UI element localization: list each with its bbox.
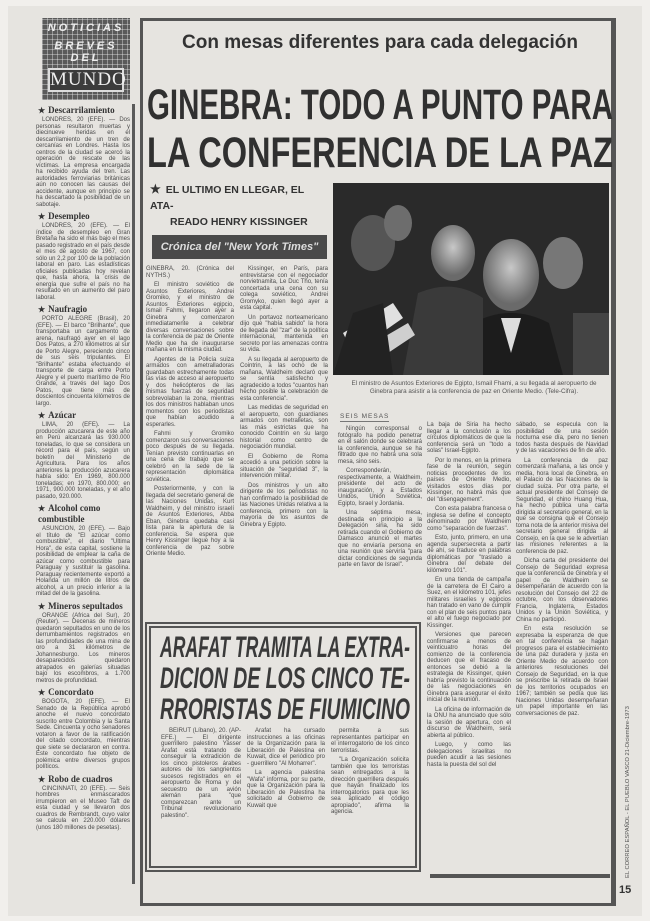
article-column-2: [240, 266, 328, 531]
paragraph: Ningún corresponsal o fotógrafo ha podido penetrar en el salón donde se celebrará la conferencia, aunque se ha filtrado que no habrá una sola mesa, sino seis.: [338, 426, 422, 465]
paragraph: "La Organización solicita también que los terroristas sean entregados a la dirección guerrillera después que hayan finalizado los interrogatorios para que les sea aplicado el código apropiado", afirma la agencia.: [331, 757, 409, 815]
paragraph: Luego, y como las delegaciones israelitas no pueden acudir a las sesiones hasta la puesta del sol del: [427, 742, 511, 768]
brief-title: [38, 410, 130, 421]
footer-rule: [430, 874, 610, 878]
brief-title: [38, 687, 130, 698]
masthead-vertical: EL CORREO ESPAÑOL - EL PUEBLO VASCO 21-Diciembre-1973: [625, 706, 631, 878]
paragraph: El Gobierno de Roma accedió a una petición sobre la situación de "seguridad 3", la intervención militar.: [240, 453, 328, 479]
article-column-3: [338, 426, 422, 572]
star-icon: ★: [38, 212, 46, 221]
arafat-column-2: [247, 728, 325, 812]
arafat-headline-line: [159, 632, 413, 662]
arafat-headline-svg: [159, 663, 413, 693]
section-heading: SEIS MESAS: [340, 413, 390, 420]
arafat-headline-svg: [159, 632, 413, 662]
paragraph: Corresponderán, respectivamente, a Waldheim, presidente del acto de inauguración, y a Estados Unidos, Unión Soviética, Egipto, Israel y Jordania.: [338, 468, 422, 507]
brief-item: [36, 304, 130, 407]
header-line: BREVES DEL: [54, 40, 118, 64]
paragraph: En una tienda de campaña de la carretera de El Cairo a Suez, en el kilómetro 101, jefes militares israelíes y egipcios han tratado en vano de cumplir con el plan de seis puntos para el alto el fuego negociado por Kissinger.: [427, 577, 511, 629]
brief-item: [36, 774, 130, 832]
source-box: Crónica del "New York Times": [152, 235, 327, 259]
brief-title: [38, 774, 130, 785]
headline-svg: [146, 126, 616, 174]
brief-title-text: Azúcar: [48, 410, 77, 420]
brief-item: [36, 503, 130, 598]
article-column-4: [427, 422, 511, 771]
paragraph: Arafat ha cursado instrucciones a las oficinas de la Organización para la Liberación de Palestina en Kuwait, dice el periódico pro - guerrillero "Al Moharrer".: [247, 728, 325, 767]
brief-title-text: Mineros sepultados: [48, 600, 123, 611]
brief-item: [36, 211, 130, 301]
star-icon: ★: [38, 688, 46, 697]
paragraph: En esta resolución se expresaba la esperanza de que en tal conferencia se hagan progresos para el establecimiento de una paz duradera y justa en Oriente Medio de acuerdo con anteriores resoluciones del Consejo de Seguridad, en la que se prescribe la retirada de Israel de los territorios ocupados en 1967; también se pedía que las Naciones Unidas desempeñaran un papel importante en las conversaciones de paz.: [516, 626, 608, 717]
arafat-article-box: [145, 622, 421, 872]
arafat-headline-line: [159, 694, 413, 724]
subhead-line: EL ULTIMO EN LLEGAR, EL ATA-: [150, 184, 305, 212]
news-photo: [333, 183, 609, 375]
paragraph: Por lo menos, en la primera fase de la reunión, según noticias procedentes de los países de Oriente Medio, visitados estos días por Kissinger, no habrá más que del "disengagement".: [427, 457, 511, 503]
header-line: NOTICIAS: [47, 22, 125, 34]
column-divider: [132, 104, 135, 884]
photo-caption: El ministro de Asuntos Exteriores de Egipto, Ismail Fhami, a su llegada al aeropuerto de Ginebra para asistir a la conferencia de paz en Oriente Medio. (Tele-Cifra).: [351, 380, 597, 395]
arafat-headline-text: RRORISTAS DE FIUMICINO: [160, 694, 410, 724]
paragraph: La baja de Siria ha hecho llegar a la conclusión a los círculos diplomáticos de que la conferencia será un "todo a solas" Israel-Egipto.: [427, 422, 511, 454]
main-headline-line2: [146, 126, 616, 174]
article-column-1: [146, 266, 234, 561]
paragraph: La conferencia de paz comenzará mañana, a las once y media, hora local de Ginebra, en el Palacio de las Naciones de la ciudad suiza. Por otra parte, el actual presidente del Consejo de Seguridad, el chino Huang Hua, ha hecho pública una carta dirigida al secretario general, en la que se consigna que el Consejo toma nota de la anterior misiva del secretario general dirigida al Consejo, en la que se le advertían las misiones referentes a la conferencia de paz.: [516, 457, 608, 555]
paragraph: BEIRUT (Líbano), 20. (AP-EFE.) — El dirigente guerrillero palestino Yasser Arafat está tratando de conseguir la extradición de los cinco pistoleros árabes autores de los sangrientos sucesos registrados en el aeropuerto de Roma y del secuestro de un avión alemán para "que comparezcan ante un Tribunal revolucionario palestino".: [161, 728, 241, 819]
paragraph: Una séptima mesa, destinada en principio a la Delegación siria, ha sido retirada cuando el Gobierno de Damasco anunció el martes que no enviaría persona en una reunión que serviría "para dictar condiciones de segunda parte en favor de Israel".: [338, 510, 422, 568]
brief-text: ASUNCION, 20 (EFE). — Bajo el título de "El azúcar como combustible", el diario "Ultima Hora", de esta capital, sostiene la posibilidad de emplear la caña de azúcar como combustible para Paraguay y sustituir la gasolina. Paraguay recientemente exportó a Holanda un millón de litros de alcohol, a un precio inferior a la mitad del de la gasolina.: [36, 526, 130, 597]
photo-delegates: [333, 183, 609, 375]
arafat-column-3: [331, 728, 409, 819]
paragraph: Dos ministros y un alto dirigente de los periodistas no han confirmado la posibilidad de las Naciones Unidas relativa a la conferencia, primero con la mayoría de los asuntos de Ginebra y Egipto.: [240, 482, 328, 528]
kicker-headline: Con mesas diferentes para cada delegación: [182, 32, 578, 53]
paragraph: Fahmi y Gromiko comenzaron sus conversaciones poco después de su llegada. Tenían previsto continuarlas en una cena de trabajo que se celebró en la sede de la representación diplomática soviética.: [146, 431, 234, 483]
paragraph: A su llegada al aeropuerto de Cointrin, a las ocho de la mañana, Waldheim declaró que se sentía satisfecho y agradecido a todos "cuantos han hecho posible la celebración de esta conferencia".: [240, 356, 328, 402]
brief-item: [36, 687, 130, 771]
brief-text: LONDRES, 20 (EFE). — El índice de desempleo en Gran Bretaña ha sido el más bajo el mes pasado registrado en el país desde el mes de agosto de 1967, con sólo un 2,2 por 100 de la población laboral en paro. Las estadísticas oficiales publicadas hoy revelan que, hasta ahora, la crisis de energía que sufre el país no ha resultado en un aumento del paro laboral.: [36, 223, 130, 301]
star-icon: ★: [38, 106, 46, 115]
page-number: 15: [619, 884, 632, 896]
brief-title-text: Naufragio: [48, 304, 88, 314]
article-column-5: [516, 422, 608, 720]
star-icon: ★: [38, 601, 46, 611]
star-icon: ★: [38, 305, 46, 314]
star-icon: ★: [38, 504, 46, 513]
paragraph: GINEBRA, 20. (Crónica del NYTHS.): [146, 266, 234, 279]
paragraph: sábado, se especula con la posibilidad de una sesión nocturna ese día, pero no tienen todos hasta después de Navidad y de las vacaciones de fin de año.: [516, 422, 608, 454]
brief-title: [38, 105, 130, 116]
arafat-column-1: [161, 728, 241, 822]
headline-svg: [146, 78, 616, 126]
brief-title: [38, 304, 130, 315]
brief-title-text: Concordato: [48, 687, 94, 697]
arafat-headline-line: [159, 663, 413, 693]
brief-title-text: Robo de cuadros: [48, 773, 113, 784]
subhead-line: READO HENRY KISSINGER: [170, 216, 308, 228]
paragraph: El ministro soviético de Asuntos Exteriores, Andrei Gromiko, y el ministro de Asuntos Exteriores egipcio, Ismail Fahmi, llegaron ayer a Ginebra y comenzaron inmediatamente a celebrar diversas conversaciones sobre la conferencia de paz de Oriente Medio que ha de inaugurarse mañana en la misma ciudad.: [146, 282, 234, 353]
headline-text: LA CONFERENCIA DE LA PAZ: [147, 129, 613, 174]
paragraph: Posteriormente, y con la llegada del secretario general de las Naciones Unidas, Kurt Waldheim, y del ministro israelí de Asuntos Exteriores, Abba Eban, Ginebra quedaba casi lista para la apertura de la conferencia. Se espera que Henry Kissinger llegue hoy a la conferencia de paz sobre Oriente Medio.: [146, 486, 234, 557]
paragraph: Versiones que parecen confirmarse a menos de veinticuatro horas del comienzo de la conferencia deducen que el fracaso de entonces se debió a la estrategia de Kissinger, quien habría previsto la continuación de las negociaciones en Ginebra para asegurar el éxito inicial de la reunión.: [427, 632, 511, 703]
paragraph: Un portavoz norteamericano dijo que "había sabido" la hora de llegada del "zar" de la política internacional, mantenida en secreto por las amenazas contra su vida.: [240, 314, 328, 353]
paragraph: Con esta palabra francesa o inglesa se define el concepto denominado por Waldheim como "separación de fuerzas".: [427, 506, 511, 532]
brief-text: LONDRES, 20 (EFE). — Dos personas resultaron muertas y diecinueve heridas en el descarrilamiento de un tren de cercanías en Londres. Hasta los centros de la ciudad se acercó la operación de rescate de las víctimas. La empresa encargada ha recibido ayuda del tren. Las autoridades ferroviarias británicas aún no conocen las causas del accidente, aunque en principio se ha descartado la posibilidad de un sabotaje.: [36, 117, 130, 208]
brief-item: [36, 105, 130, 208]
brief-text: CINCINNATI, 20 (EFE). — Seis hombres enmascarados irrumpieron en el Museo Taft de esta ciudad y se llevaron dos cuadros de Rembrandt, cuyo valor se calcula en 220.000 dólares (unos 180 millones de pesetas).: [36, 785, 130, 831]
arafat-headline-text: ARAFAT TRAMITA LA EXTRA-: [159, 632, 411, 662]
paragraph: Las medidas de seguridad en el aeropuerto, con guardianes armados con metralletas, son las más estrictas que ha conocido Cointrin en su largo historial como centro de negociación mundial.: [240, 405, 328, 450]
brief-title: [38, 211, 130, 222]
brief-title-text: Desempleo: [48, 211, 90, 221]
paragraph: La oficina de información de la ONU ha anunciado que sólo la sesión de apertura, con el discurso de Waldheim, será abierta al público.: [427, 706, 511, 739]
brief-text: LIMA, 20 (EFE). — La producción azucarera de este año en Perú alcanzará las 930.000 toneladas, lo que se considera un récord para el país, según un boletín del Ministerio de Agricultura. Para los años anteriores la producción azucarera había sido: En 1969, 800.000 toneladas; en 1970, 800.000; en 1971, 900.000 toneladas, y el año pasado, 920.000.: [36, 422, 130, 500]
paragraph: Dicha carta del presidente del Consejo de Seguridad expresa que la conferencia de Ginebra y el papel de Waldheim se desempeñarán de acuerdo con la resolución del Consejo del 22 de octubre, con los observadores Francia, Inglaterra, Estados Unidos y la Unión Soviética, y China no participó.: [516, 558, 608, 623]
headline-text: GINEBRA: TODO A PUNTO PARA: [147, 81, 613, 126]
noticias-breves-header: [42, 18, 130, 100]
brief-title-text: Descarrilamiento: [48, 105, 115, 115]
arafat-headline-svg: [159, 694, 413, 724]
mundo-label: MUNDO: [50, 69, 127, 90]
paragraph: Agentes de la Policía suiza armados con ametralladoras guardaban estrechamente todas las vías de acceso al aeropuerto y dos helicópteros de las mismas fuerzas de seguridad sobrevolaban la zona, mientras los dos ministros hablaban unos momentos con los periodistas que habían acudido a esperarles.: [146, 356, 234, 428]
paragraph: Kissinger, en París, para entrevistarse con el negociador norvietnamita, Le Duc Tho, tenía concertada una cena con su colega soviético, Andrei Gromyko, quien llegó ayer a esta capital.: [240, 266, 328, 311]
main-headline-line1: [146, 78, 616, 126]
brief-text: PORTO ALEGRE (Brasil), 20 (EFE). — El barco "Brilhante", que transportaba un cargamento de arena, naufragó ayer en el lago Dos Patos, a 270 kilómetros al sur de Porto Alegre, pereciendo cinco de sus seis tripulantes. El "Brilhante" estaba efectuando el transporte de carga entre Porto Alegre y el puerto marítimo de Río Grande, a través del lago Dos Patos, que tiene más de doscientos cincuenta kilómetros de largo.: [36, 316, 130, 407]
paragraph: permita a sus representantes participar en el interrogatorio de los cinco terroristas.: [331, 728, 409, 754]
star-icon: ★: [38, 774, 46, 784]
brief-title: [38, 503, 130, 525]
star-icon: ★: [38, 411, 46, 420]
briefs-column: [36, 103, 130, 834]
brief-title: [38, 601, 130, 612]
subheadline: [150, 181, 330, 230]
arafat-headline-text: DICION DE LOS CINCO TE-: [160, 663, 410, 693]
brief-title-text: Alcohol como combustible: [38, 503, 101, 524]
brief-text: ORANGE (Africa del Sur), 20 (Reuter). — Decenas de mineros quedaron sepultados en uno de los derrumbamientos registrados en las profundidades de una mina de oro a 31 kilómetros de Johannesburgo. Los mineros desaparecidos quedaron atrapados en galerías situadas bajo los escombros, a 1.700 metros de profundidad.: [36, 612, 130, 684]
star-icon: ★: [150, 182, 161, 196]
paragraph: La agencia palestina "Wafa" informa, por su parte, que la Organización para la Liberación de Palestina ha solicitado al Gobierno de Kuwait que: [247, 770, 325, 809]
paragraph: Esto, junto, primero, en una agenda supersecreta a partir de ahí, se traduce en palabras diplomáticas por "traslado a Ginebra del debate del kilómetro 101".: [427, 535, 511, 574]
brief-item: [36, 410, 130, 500]
brief-text: BOGOTA, 20 (EFE). — El Senado de la República aprobó anoche el nuevo concordato suscrito entre Colombia y la Santa Sede. Cincuenta y ocho senadores votaron a favor de la ratificación del citado concordato, mientras que siete se declararon en contra. Este concordato fue objeto de polémica entre diversos grupos políticos.: [36, 699, 130, 770]
brief-item: [36, 601, 130, 685]
